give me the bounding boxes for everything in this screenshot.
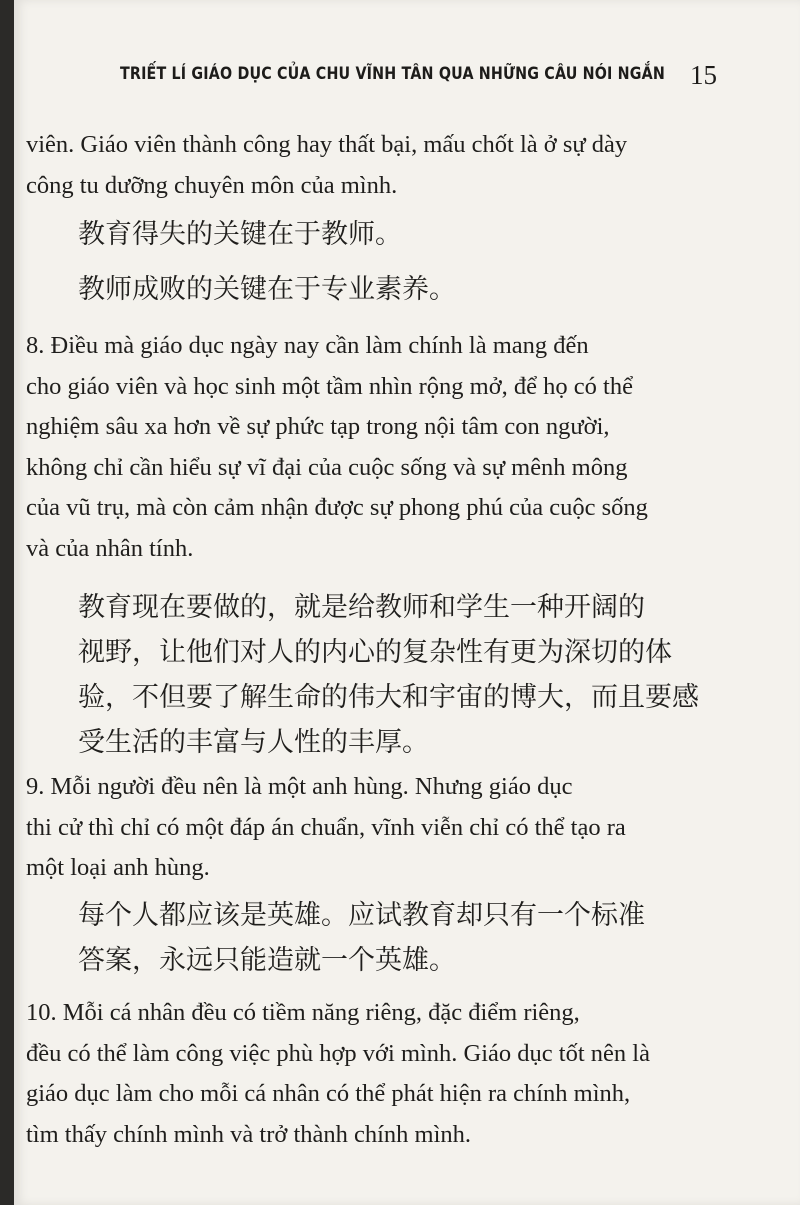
text-line: đều có thể làm công việc phù hợp với mình. Giáo dục tốt nên là xyxy=(26,1039,650,1067)
text-line: 教师成败的关键在于专业素养。 xyxy=(78,274,456,305)
running-header xyxy=(14,58,800,98)
text-line: 受生活的丰富与人性的丰厚。 xyxy=(78,727,429,758)
text-line: 每个人都应该是英雄。应试教育却只有一个标准 xyxy=(78,900,645,931)
paragraph-zh-1 xyxy=(78,212,778,257)
text-line: của vũ trụ, mà còn cảm nhận được sự phong phú của cuộc sống xyxy=(26,494,648,521)
text-line: 教育现在要做的，就是给教师和学生一种开阔的 xyxy=(78,592,645,623)
paragraph-vi-9 xyxy=(26,767,774,889)
paragraph-zh-9 xyxy=(78,893,778,983)
paragraph-zh-8 xyxy=(78,585,778,765)
paragraph-zh-2 xyxy=(78,267,778,312)
book-page xyxy=(14,0,800,1205)
text-line: 教育得失的关键在于教师。 xyxy=(78,219,402,250)
text-line: viên. Giáo viên thành công hay thất bại, mấu chốt là ở sự dày xyxy=(26,131,628,158)
text-line: cho giáo viên và học sinh một tầm nhìn rộng mở, để họ có thể xyxy=(26,372,633,400)
paragraph-vi-8 xyxy=(26,326,774,569)
text-line: nghiệm sâu xa hơn về sự phức tạp trong nội tâm con người, xyxy=(26,413,610,440)
text-line: một loại anh hùng. xyxy=(26,854,210,881)
page-number: 15 xyxy=(690,60,717,90)
text-line: 答案，永远只能造就一个英雄。 xyxy=(78,945,456,976)
paragraph-vi-intro xyxy=(26,125,774,206)
text-line: không chỉ cần hiểu sự vĩ đại của cuộc sống và sự mênh mông xyxy=(26,453,628,481)
text-line: và của nhân tính. xyxy=(26,534,194,562)
text-line: 视野，让他们对人的内心的复杂性有更为深切的体 xyxy=(78,637,672,668)
text-line: 8. Điều mà giáo dục ngày nay cần làm chính là mang đến xyxy=(26,332,589,359)
running-header-title: TRIẾT LÍ GIÁO DỤC CỦA CHU VĨNH TÂN QUA NHỮNG CÂU NÓI NGẮN xyxy=(120,64,666,84)
text-line: giáo dục làm cho mỗi cá nhân có thể phát hiện ra chính mình, xyxy=(26,1080,631,1107)
text-line: công tu dưỡng chuyên môn của mình. xyxy=(26,171,398,199)
text-line: 验，不但要了解生命的伟大和宇宙的博大，而且要感 xyxy=(78,682,699,713)
text-line: thi cử thì chỉ có một đáp án chuẩn, vĩnh viễn chỉ có thể tạo ra xyxy=(26,813,626,841)
text-line: 9. Mỗi người đều nên là một anh hùng. Nhưng giáo dục xyxy=(26,773,573,800)
paragraph-vi-10 xyxy=(26,993,774,1155)
text-line: tìm thấy chính mình và trở thành chính mình. xyxy=(26,1120,472,1148)
text-line: 10. Mỗi cá nhân đều có tiềm năng riêng, đặc điểm riêng, xyxy=(26,999,580,1026)
